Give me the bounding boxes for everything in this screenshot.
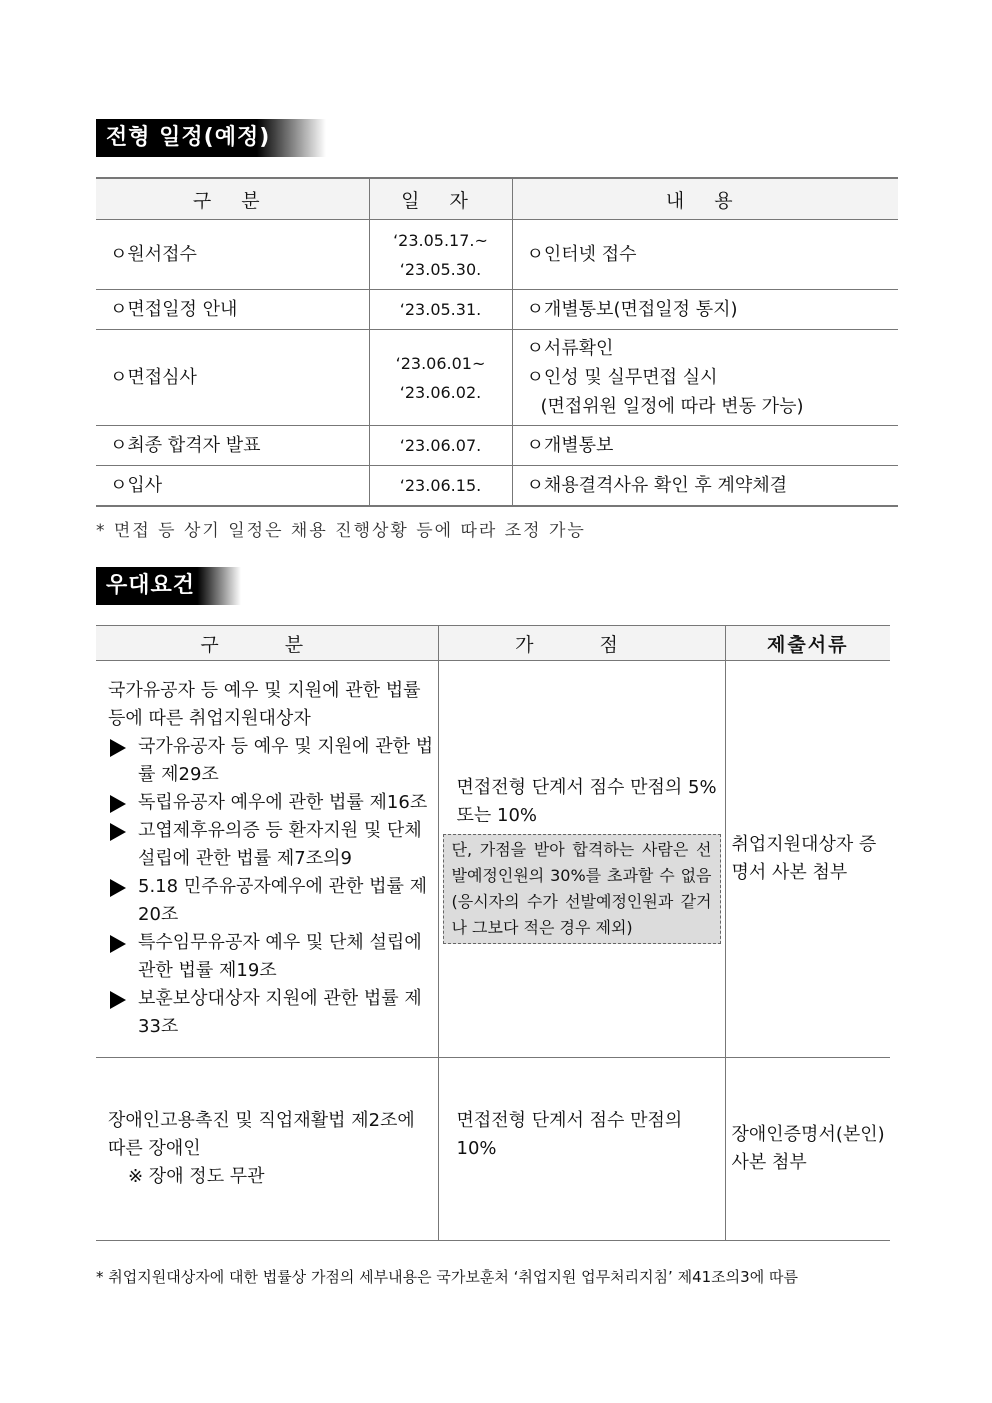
triangle-bullet-icon	[110, 935, 126, 953]
schedule-content-line: ㅇ인성 및 실무면접 실시	[526, 367, 718, 388]
law-item-text: 특수임무유공자 예우 및 단체 설립에 관한 법률 제19조	[138, 932, 422, 981]
table-row	[96, 1058, 890, 1241]
benefit-points-text: 면접전형 단계서 점수 만점의 10%	[456, 1110, 683, 1159]
schedule-content-line: ㅇ개별통보	[526, 435, 614, 456]
benefit-header-points: 가 점	[438, 626, 725, 661]
list-item	[110, 733, 438, 789]
list-item	[110, 985, 438, 1041]
triangle-bullet-icon	[110, 991, 126, 1009]
schedule-header-category: 구 분	[96, 178, 369, 220]
schedule-header-date: 일 자	[369, 178, 512, 220]
benefit-docs-cell: 취업지원대상자 증명서 사본 첨부	[725, 661, 890, 1058]
schedule-date-line: ‘23.06.07.	[399, 436, 482, 455]
schedule-content	[512, 290, 898, 330]
schedule-note: * 면접 등 상기 일정은 채용 진행상황 등에 따라 조정 가능	[96, 521, 586, 541]
disability-note: ※ 장애 정도 무관	[128, 1166, 265, 1187]
table-row	[96, 290, 898, 330]
schedule-section-title: 전형 일정(예정)	[96, 119, 326, 157]
schedule-content-line: ㅇ개별통보(면접일정 통지)	[526, 299, 738, 320]
schedule-date	[369, 290, 512, 330]
law-item-text: 독립유공자 예우에 관한 법률 제16조	[138, 792, 428, 813]
schedule-category: ㅇ입사	[96, 466, 369, 506]
list-item	[110, 817, 438, 873]
schedule-date-line: ‘23.06.15.	[399, 475, 482, 495]
schedule-date	[369, 426, 512, 466]
schedule-date-line: ‘23.05.30.	[399, 259, 482, 279]
law-item-text: 고엽제후유의증 등 환자지원 및 단체설립에 관한 법률 제7조의9	[138, 820, 422, 869]
schedule-date	[369, 330, 512, 426]
benefit-table	[96, 625, 890, 1241]
schedule-category: ㅇ면접심사	[96, 330, 369, 426]
law-item-text: 국가유공자 등 예우 및 지원에 관한 법률 제29조	[138, 736, 434, 785]
law-list	[96, 733, 438, 1045]
schedule-content-line: (면접위원 일정에 따라 변동 가능)	[540, 396, 804, 417]
benefit-points-cell	[438, 1058, 725, 1241]
schedule-table	[96, 177, 898, 507]
benefit-header-row	[96, 626, 890, 661]
schedule-date-line: ‘23.06.02.	[399, 382, 482, 402]
table-row	[96, 466, 898, 506]
benefit-category-cell	[96, 1058, 438, 1241]
triangle-bullet-icon	[110, 879, 126, 897]
schedule-date-line: ‘23.05.17.~	[393, 230, 488, 250]
triangle-bullet-icon	[110, 795, 126, 813]
table-row	[96, 330, 898, 426]
schedule-content	[512, 330, 898, 426]
benefit-category-cell	[96, 661, 438, 1058]
benefit-points-text: 면접전형 단계서 점수 만점의 5% 또는 10%	[456, 777, 717, 826]
schedule-date-line: ‘23.05.31.	[399, 300, 482, 319]
schedule-header-row	[96, 178, 898, 220]
table-row	[96, 220, 898, 290]
schedule-content	[512, 426, 898, 466]
schedule-category: ㅇ최종 합격자 발표	[96, 426, 369, 466]
list-item	[110, 789, 438, 817]
table-row	[96, 661, 890, 1058]
benefit-points-note: 단, 가점을 받아 합격하는 사람은 선발예정인원의 30%를 초과할 수 없음(응시자의 수가 선발예정인원과 같거나 그보다 적은 경우 제외)	[443, 834, 721, 944]
schedule-header-content: 내 용	[512, 178, 898, 220]
disability-category: 장애인고용촉진 및 직업재활법 제2조에 따른 장애인	[108, 1110, 415, 1159]
triangle-bullet-icon	[110, 823, 126, 841]
schedule-content	[512, 220, 898, 290]
schedule-content	[512, 466, 898, 506]
schedule-date	[369, 220, 512, 290]
benefit-header-category: 구 분	[96, 626, 438, 661]
schedule-date-line: ‘23.06.01~	[395, 353, 486, 373]
list-item	[110, 929, 438, 985]
table-row	[96, 426, 898, 466]
benefit-footnote: * 취업지원대상자에 대한 법률상 가점의 세부내용은 국가보훈처 ‘취업지원 업무처리지침’ 제41조의3에 따름	[96, 1268, 798, 1286]
schedule-content-line: ㅇ채용결격사유 확인 후 계약체결	[526, 474, 788, 496]
schedule-content-line: ㅇ인터넷 접수	[526, 244, 637, 265]
benefit-docs-cell: 장애인증명서(본인) 사본 첨부	[725, 1058, 890, 1241]
schedule-date	[369, 466, 512, 506]
benefit-header-docs: 제출서류	[725, 626, 890, 661]
schedule-content-line: ㅇ서류확인	[526, 338, 614, 359]
law-item-text: 보훈보상대상자 지원에 관한 법률 제33조	[138, 988, 422, 1037]
list-item	[110, 873, 438, 929]
law-item-text: 5.18 민주유공자예우에 관한 법률 제20조	[138, 876, 428, 925]
law-heading: 국가유공자 등 예우 및 지원에 관한 법률 등에 따른 취업지원대상자	[108, 680, 421, 729]
schedule-category: ㅇ면접일정 안내	[96, 290, 369, 330]
schedule-category: ㅇ원서접수	[96, 220, 369, 290]
benefit-section-title: 우대요건	[96, 567, 241, 605]
triangle-bullet-icon	[110, 739, 126, 757]
benefit-points-cell	[438, 661, 725, 1058]
